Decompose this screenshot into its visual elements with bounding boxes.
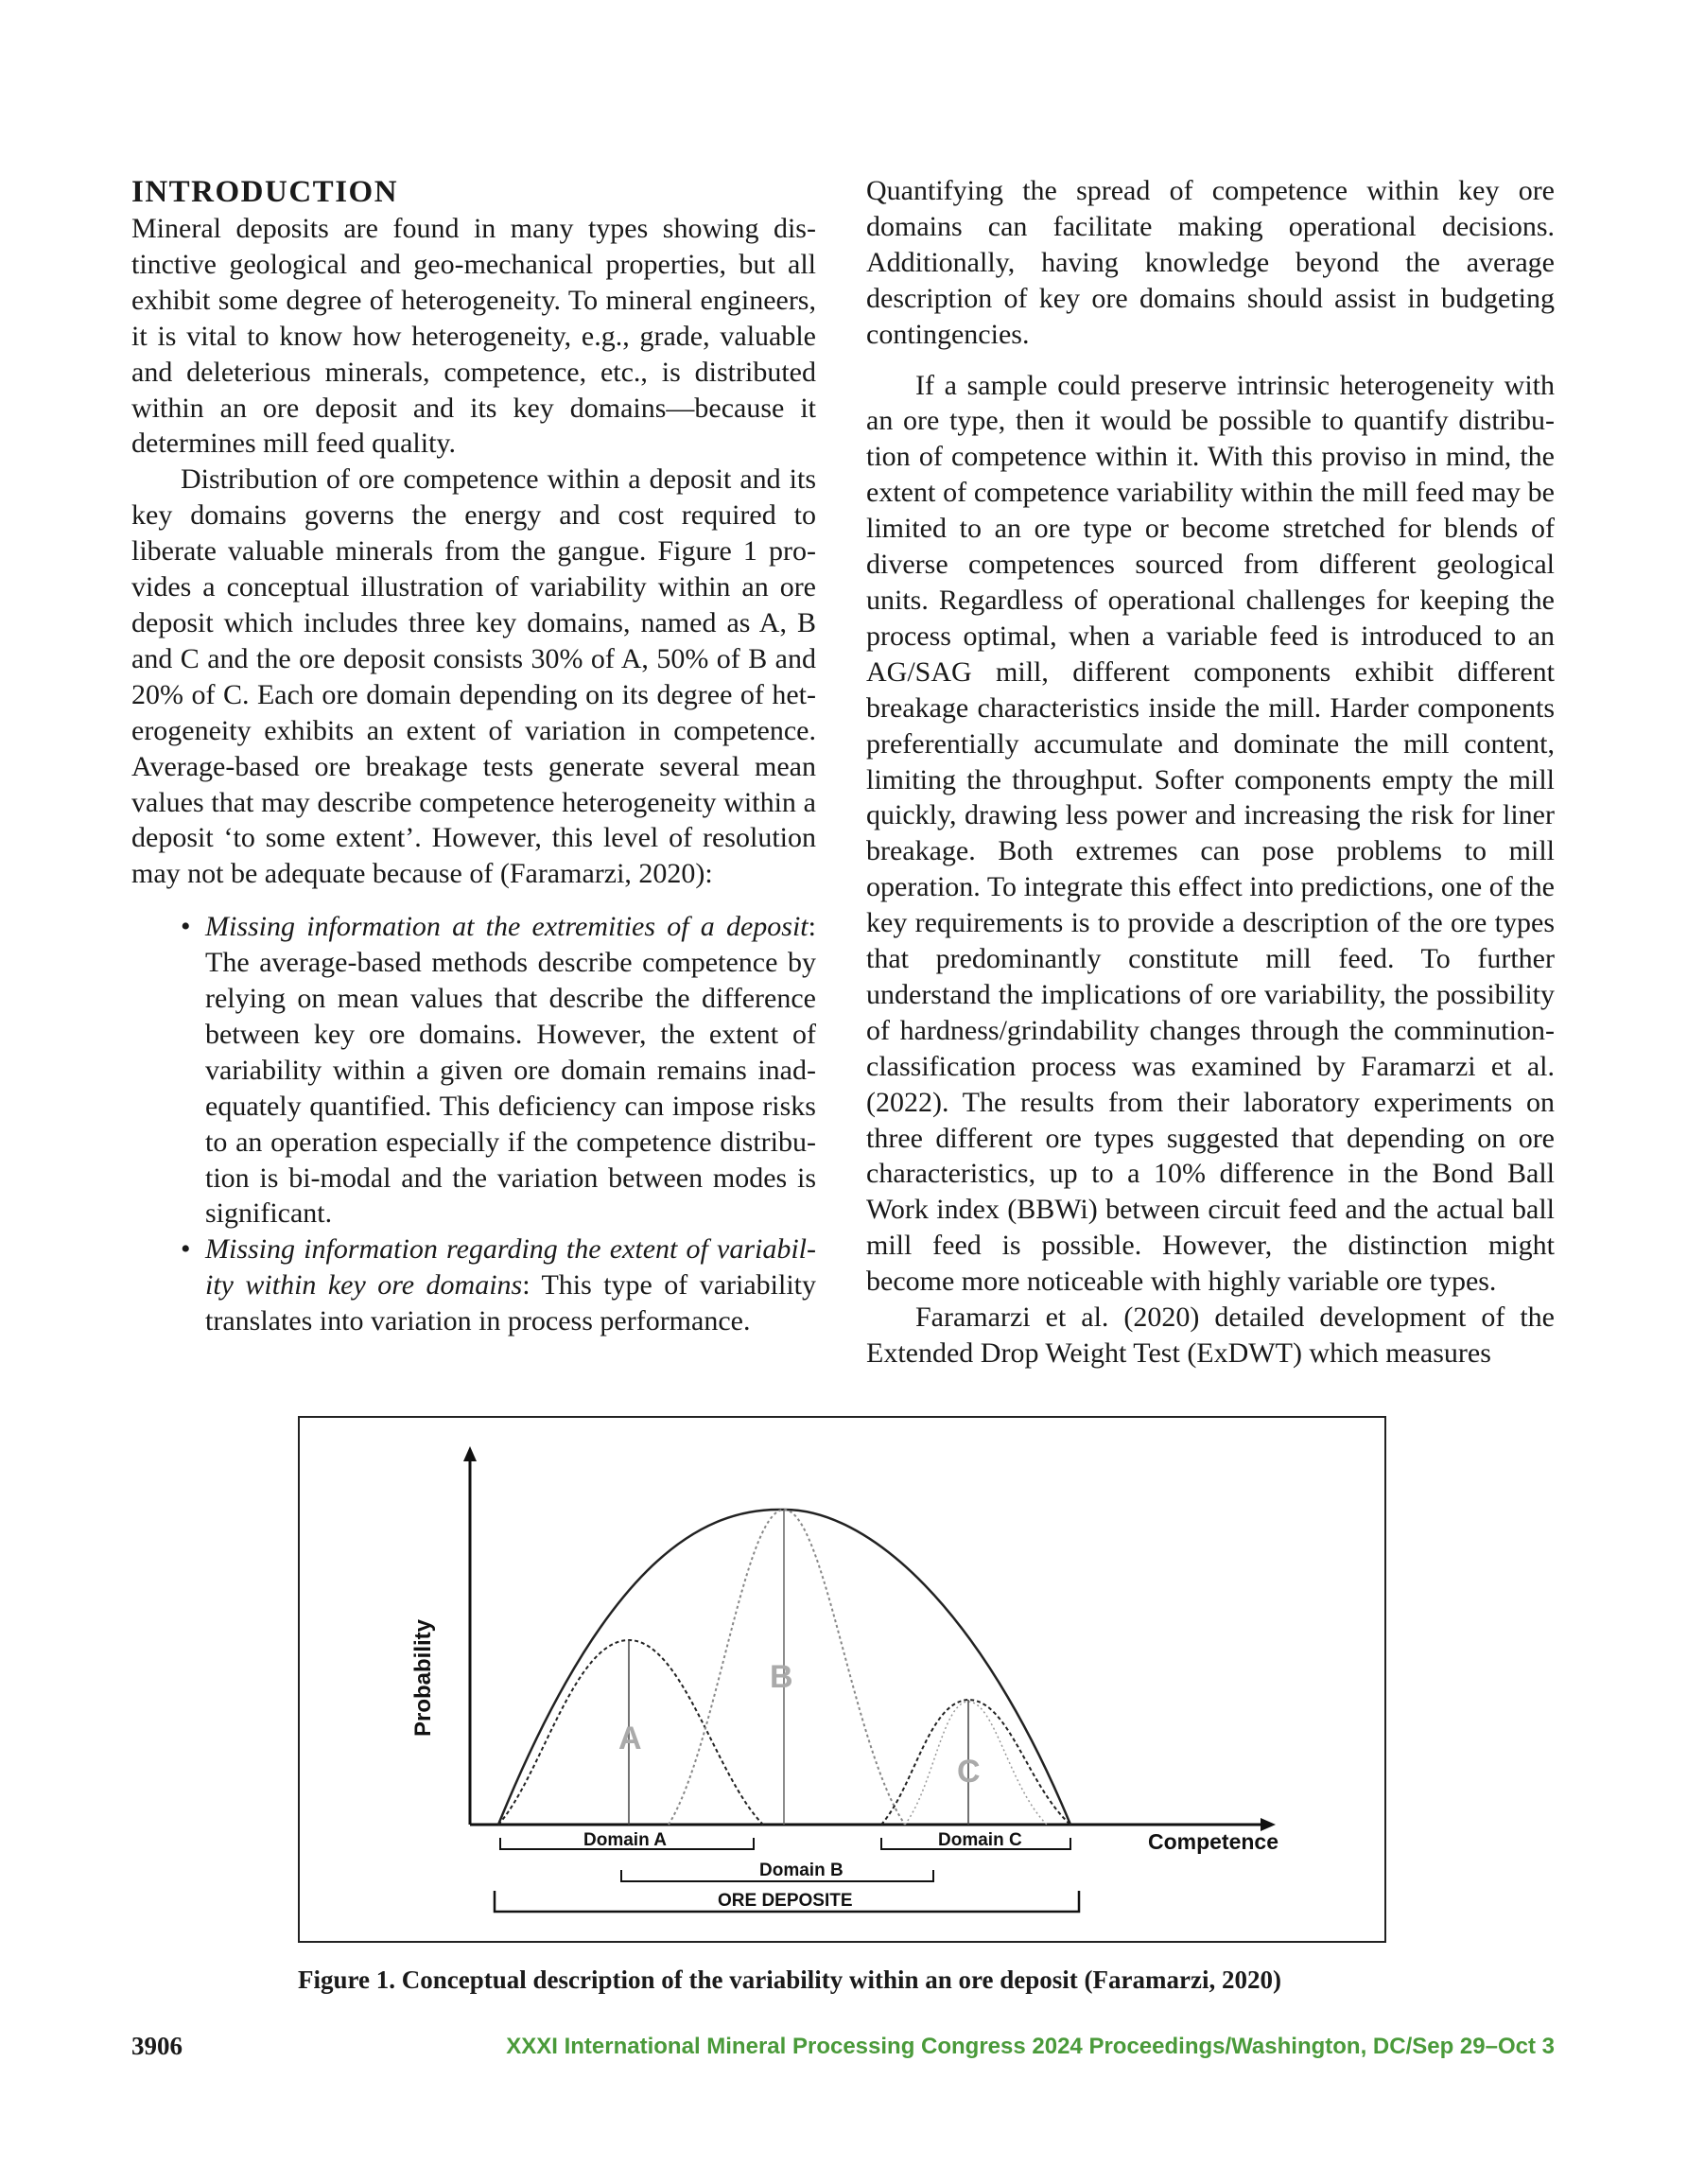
figure-1 (298, 1416, 1386, 1943)
paragraph: Mineral deposits are found in many types showing distinctive geological and geo-mechanical properties, but all exhibit some degree of heterogeneity. To mineral engineers, it is vital to know how heterogeneity, e.g., grade, valuable and deleterious minerals, competence, etc., is distributed within an ore deposit and its key domains—because it determines mill feed quality. (131, 213, 816, 460)
bullet-item (205, 1232, 816, 1339)
figure-diagram (300, 1418, 1388, 1945)
paragraph: Quantifying the spread of competence within key ore domains can facilitate making operational decisions. Additionally, having knowledge beyond the average description of key ore domains should assist in budgeting contingencies. (866, 175, 1555, 350)
y-axis-arrow (463, 1446, 477, 1461)
x-axis-label: Competence (1147, 1829, 1278, 1854)
bullet-list (131, 909, 816, 1339)
bullet-lead: Missing information at the extremities of a deposit (205, 911, 809, 943)
bullet-item (205, 909, 816, 1232)
domain-b-label: Domain B (759, 1861, 844, 1880)
bullet-text: : This type of variability translates into variation in process performance. (205, 1269, 816, 1337)
domain-a-label: Domain A (583, 1830, 667, 1850)
curve-label-a: A (618, 1721, 642, 1756)
running-footer: XXXI International Mineral Processing Congress 2024 Proceedings/Washington, DC/Sep 29–Oct 3 (506, 2034, 1555, 2059)
y-axis-label: Probability (410, 1618, 436, 1738)
domain-c-label: Domain C (938, 1830, 1022, 1850)
section-heading: INTRODUCTION (131, 175, 399, 209)
paragraph: Distribution of ore competence within a deposit and its key domains governs the energy and cost required to liberate valuable minerals from the gangue. Figure 1 provides a conceptual illustration of variability within an ore deposit which includes three key domains, named as A, B and C and the ore deposit consists 30% of A, 50% of B and 20% of C. Each ore domain depending on its degree of heterogeneity exhibits an extent of variation in competence. Average-based ore breakage tests generate several mean values that may describe competence heterogeneity within a deposit ‘to some extent’. However, this level of resolution may not be adequate because of (Faramarzi, 2020): (131, 463, 816, 890)
curve-label-b: B (770, 1659, 793, 1695)
bullet-lead: Missing information regarding the extent of variability within key ore domains (205, 1233, 816, 1302)
page-number: 3906 (131, 2032, 183, 2060)
paragraph: Faramarzi et al. (2020) detailed development of the Extended Drop Weight Test (ExDWT) which measures (866, 1302, 1555, 1369)
bullet-text: : The average-based methods describe competence by relying on mean values that describe the difference between key ore domains. However, the extent of variability within a given ore domain remains inadequately quantified. This deficiency can impose risks to an operation especially if the competence distribution is bi-modal and the variation between modes is significant. (205, 911, 816, 1230)
ore-deposit-label: ORE DEPOSITE (718, 1891, 853, 1911)
paragraph: If a sample could preserve intrinsic heterogeneity with an ore type, then it would be possible to quantify distribution of competence within it. With this proviso in mind, the extent of competence variability within the mill feed may be limited to an ore type or become stretched for blends of diverse competences sourced from different geological units. Regardless of operational challenges for keeping the process optimal, when a variable feed is introduced to an AG/SAG mill, different components exhibit different breakage characteristics inside the mill. Harder components preferentially accumulate and dominate the mill content, limiting the throughput. Softer components empty the mill quickly, drawing less power and increasing the risk for liner breakage. Both extremes can pose problems to mill operation. To integrate this effect into predictions, one of the key requirements is to provide a description of the ore types that predominantly constitute mill feed. To further understand the implications of ore variability, the possibility of hardness/grindability changes through the comminution-classification process was examined by Faramarzi et al. (2022). The results from their laboratory experiments on three different ore types suggested that depending on ore characteristics, up to a 10% difference in the Bond Ball Work index (BBWi) between circuit feed and the actual ball mill feed is possible. However, the distinction might become more noticeable with highly variable ore types. (866, 369, 1555, 1298)
figure-caption: Figure 1. Conceptual description of the variability within an ore deposit (Faramarzi, 2020) (298, 1966, 1281, 1994)
right-column (866, 173, 1555, 1372)
curve-label-c: C (957, 1754, 981, 1790)
left-column (131, 173, 816, 1339)
